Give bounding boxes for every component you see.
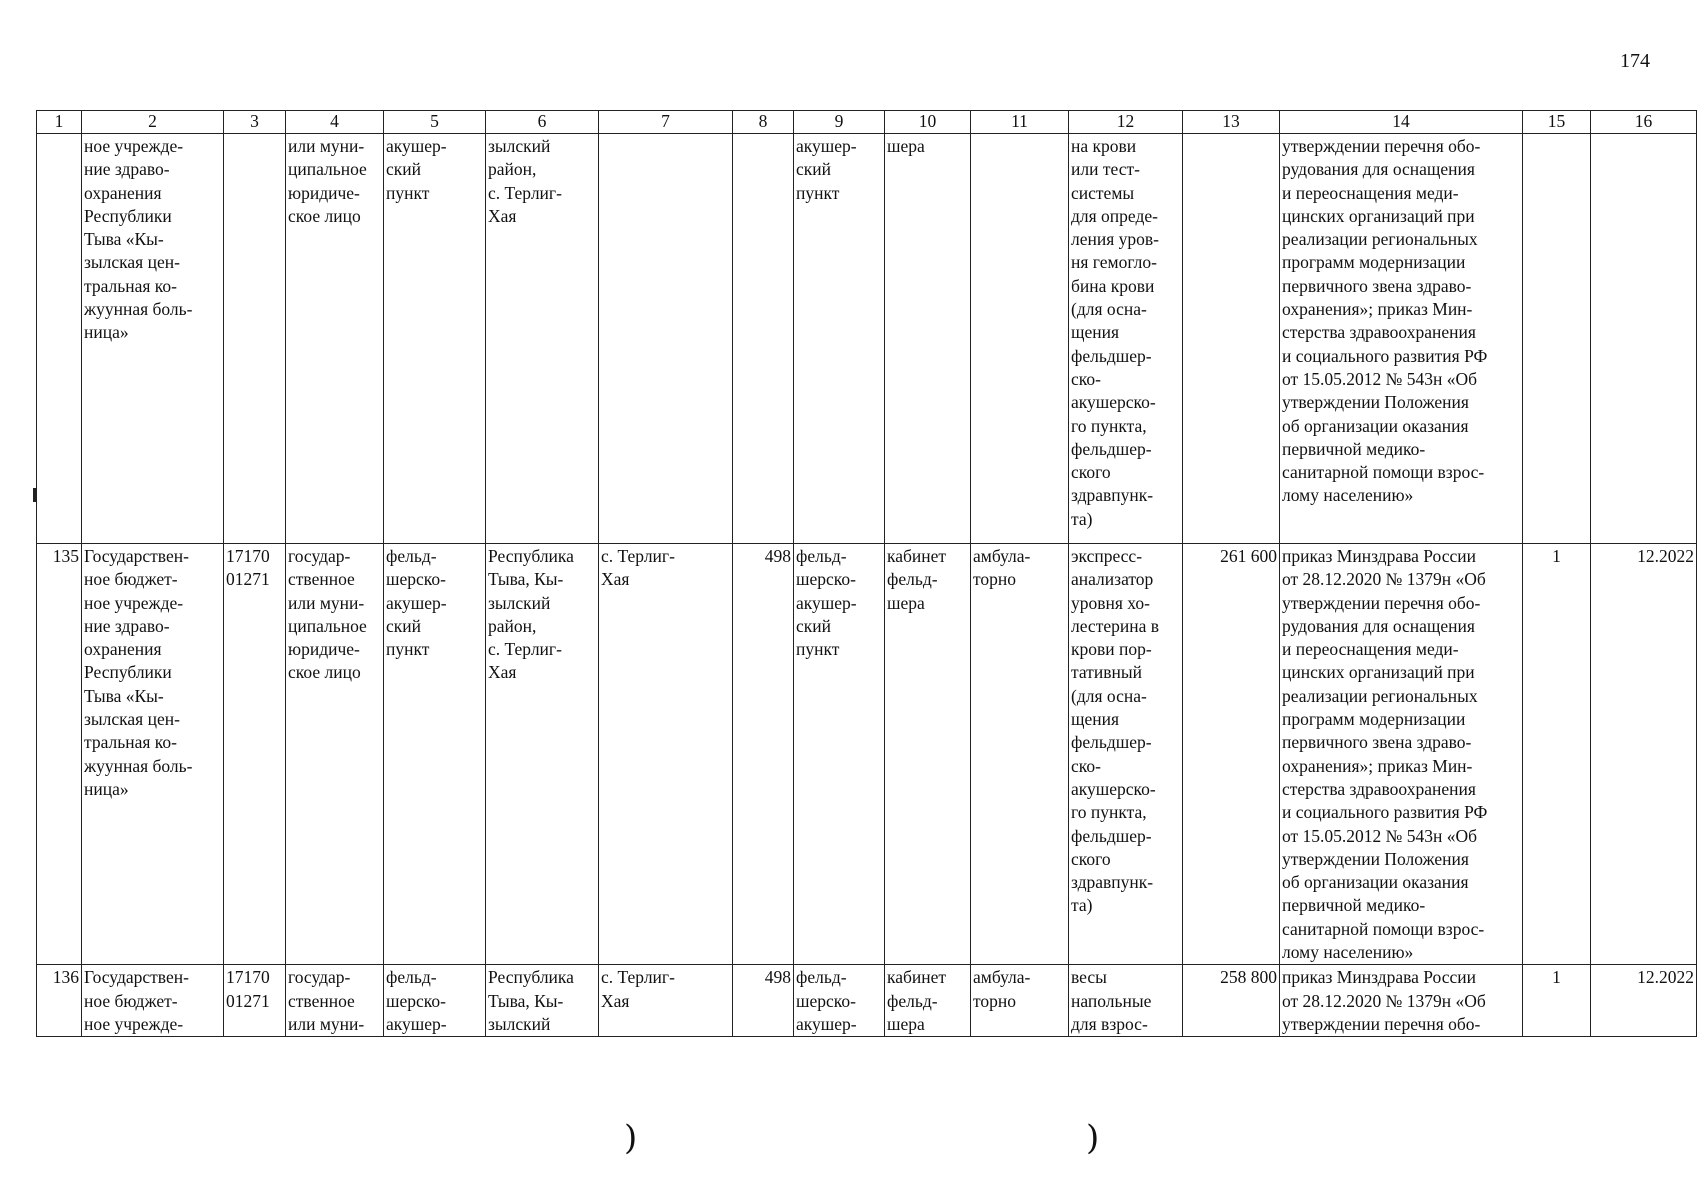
locality-cell: с. Терлиг- Хая: [599, 965, 733, 1037]
address-cell: Республика Тыва, Кы- зылский: [486, 965, 599, 1037]
legal-entity-type-cell: или муни- ципальное юридиче- ское лицо: [286, 134, 384, 544]
institution-name-cell: ное учрежде- ние здраво- охранения Республики Тыва «Кы- зылская цен- тральная ко- жуунная боль- ница»: [82, 134, 224, 544]
price-cell: [1183, 134, 1280, 544]
care-mode-cell: амбула- торно: [971, 965, 1069, 1037]
column-number-header: 1: [37, 111, 82, 134]
column-number-header: 14: [1280, 111, 1523, 134]
row-number-cell: [37, 134, 82, 544]
column-number-header: 12: [1069, 111, 1183, 134]
legal-basis-cell: приказ Минздрава России от 28.12.2020 № 1379н «Об утверждении перечня обо-: [1280, 965, 1523, 1037]
table-row: [37, 965, 1697, 1037]
locality-cell: с. Терлиг- Хая: [599, 544, 733, 965]
equipment-cell: весы напольные для взрос-: [1069, 965, 1183, 1037]
column-number-header: 16: [1591, 111, 1697, 134]
unit-type-cell: фельд- шерско- акушер- ский пункт: [384, 544, 486, 965]
column-number-header: 5: [384, 111, 486, 134]
row-number-cell: 136: [37, 965, 82, 1037]
quantity-cell: [1523, 134, 1591, 544]
margin-mark: ): [624, 1118, 638, 1158]
code-cell: [224, 134, 286, 544]
column-number-header: 13: [1183, 111, 1280, 134]
column-number-header: 9: [794, 111, 885, 134]
legal-basis-cell: приказ Минздрава России от 28.12.2020 № 1379н «Об утверждении перечня обо- рудования для оснащения и переоснащения меди- цинских организаций при реализации региональных программ модернизации первичного звена здраво- охранения»; приказ Мин- стерства здравоохранения и социального развития РФ от 15.05.2012 № 543н «Об утверждении Положения об организации оказания первичной медико- санитарной помощи взрос- лому населению»: [1280, 544, 1523, 965]
price-cell: 258 800: [1183, 965, 1280, 1037]
column-number-header: 15: [1523, 111, 1591, 134]
column-number-header: 11: [971, 111, 1069, 134]
legal-basis-cell: утверждении перечня обо- рудования для оснащения и переоснащения меди- цинских организаций при реализации региональных программ модернизации первичного звена здраво- охранения»; приказ Мин- стерства здравоохранения и социального развития РФ от 15.05.2012 № 543н «Об утверждении Положения об организации оказания первичной медико- санитарной помощи взрос- лому населению»: [1280, 134, 1523, 544]
institution-name-cell: Государствен- ное бюджет- ное учрежде-: [82, 965, 224, 1037]
column-number-header: 7: [599, 111, 733, 134]
table-header-row: [37, 111, 1697, 134]
care-mode-cell: амбула- торно: [971, 544, 1069, 965]
room-cell: кабинет фельд- шера: [885, 544, 971, 965]
table-row: [37, 134, 1697, 544]
scan-artifact: [33, 488, 37, 502]
address-cell: Республика Тыва, Кы- зылский район, с. Терлиг- Хая: [486, 544, 599, 965]
code-cell: 17170 01271: [224, 544, 286, 965]
legal-entity-type-cell: государ- ственное или муни- ципальное юридиче- ское лицо: [286, 544, 384, 965]
column-number-header: 4: [286, 111, 384, 134]
unit-type-cell: фельд- шерско- акушер-: [384, 965, 486, 1037]
population-cell: 498: [733, 965, 794, 1037]
population-cell: [733, 134, 794, 544]
margin-mark: ): [1086, 1118, 1100, 1158]
unit-type-cell: акушер- ский пункт: [384, 134, 486, 544]
date-cell: 12.2022: [1591, 544, 1697, 965]
quantity-cell: 1: [1523, 965, 1591, 1037]
date-cell: 12.2022: [1591, 965, 1697, 1037]
quantity-cell: 1: [1523, 544, 1591, 965]
column-number-header: 10: [885, 111, 971, 134]
room-cell: кабинет фельд- шера: [885, 965, 971, 1037]
care-mode-cell: [971, 134, 1069, 544]
equipment-cell: экспресс- анализатор уровня хо- лестерина в крови пор- тативный (для осна- щения фельдшер- ско- акушерско- го пункта, фельдшер- ского здравпунк- та): [1069, 544, 1183, 965]
table-row: [37, 544, 1697, 965]
code-cell: 17170 01271: [224, 965, 286, 1037]
data-table: [36, 110, 1697, 1037]
legal-entity-type-cell: государ- ственное или муни-: [286, 965, 384, 1037]
column-number-header: 8: [733, 111, 794, 134]
locality-cell: [599, 134, 733, 544]
subdivision-cell: акушер- ский пункт: [794, 134, 885, 544]
row-number-cell: 135: [37, 544, 82, 965]
column-number-header: 6: [486, 111, 599, 134]
column-number-header: 3: [224, 111, 286, 134]
population-cell: 498: [733, 544, 794, 965]
column-number-header: 2: [82, 111, 224, 134]
price-cell: 261 600: [1183, 544, 1280, 965]
institution-name-cell: Государствен- ное бюджет- ное учрежде- ние здраво- охранения Республики Тыва «Кы- зылская цен- тральная ко- жуунная боль- ница»: [82, 544, 224, 965]
address-cell: зылский район, с. Терлиг- Хая: [486, 134, 599, 544]
room-cell: шера: [885, 134, 971, 544]
page-number: 174: [1620, 50, 1650, 72]
date-cell: [1591, 134, 1697, 544]
subdivision-cell: фельд- шерско- акушер-: [794, 965, 885, 1037]
equipment-cell: на крови или тест- системы для опреде- ления уров- ня гемогло- бина крови (для осна- щения фельдшер- ско- акушерско- го пункта, фельдшер- ского здравпунк- та): [1069, 134, 1183, 544]
subdivision-cell: фельд- шерско- акушер- ский пункт: [794, 544, 885, 965]
